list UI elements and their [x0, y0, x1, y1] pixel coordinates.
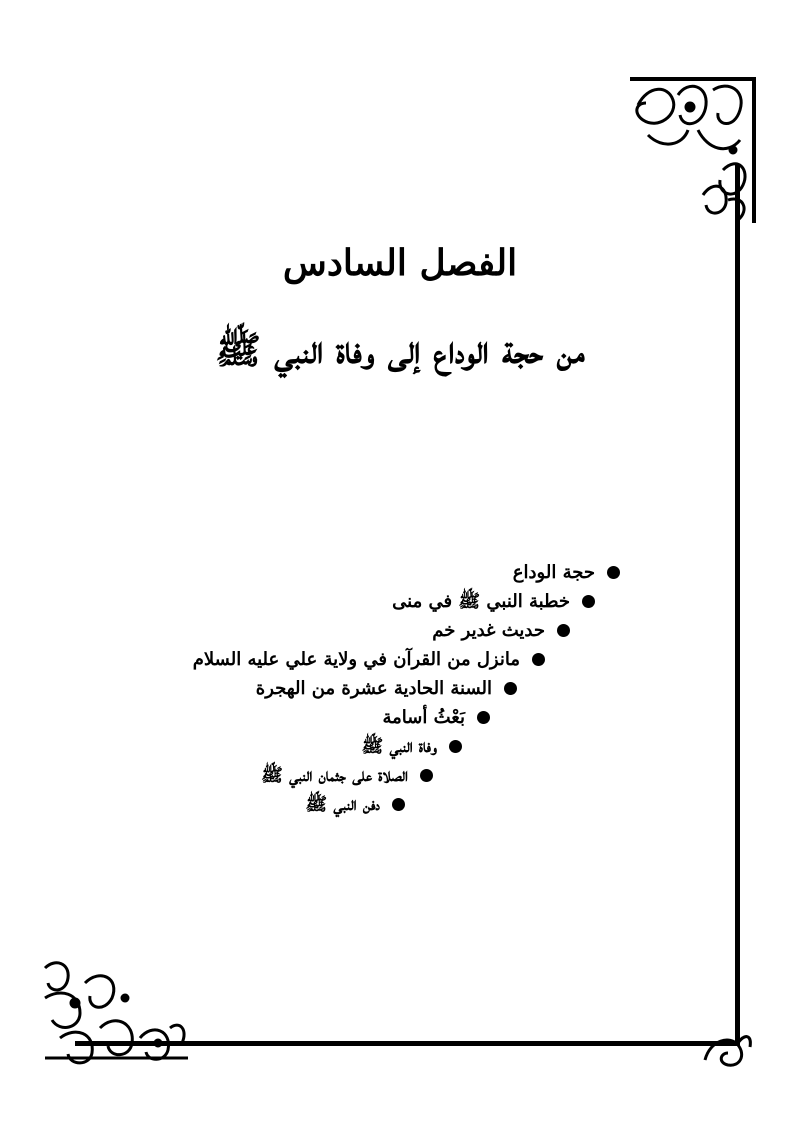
top-right-floral-ornament-icon — [628, 75, 758, 225]
list-item-text: خطبة النبي ﷺ في منى — [392, 591, 570, 612]
list-item — [150, 558, 620, 587]
list-item-text: وفاة النبي ﷺ — [361, 736, 437, 757]
list-item — [150, 645, 545, 674]
list-item — [150, 703, 490, 732]
list-item-text: مانزل من القرآن في ولاية علي عليه السلام — [192, 649, 520, 670]
list-item-text: بَعْثُ أسامة — [382, 707, 465, 728]
bullet-icon — [557, 624, 570, 637]
list-item — [150, 732, 462, 761]
list-item — [150, 616, 570, 645]
bullet-icon — [532, 653, 545, 666]
bullet-icon — [607, 566, 620, 579]
chapter-number-heading: الفصل السادس — [282, 242, 518, 284]
list-item-text: حجة الوداع — [512, 562, 595, 583]
list-item — [150, 790, 405, 819]
list-item-text: حديث غدير خم — [432, 620, 545, 641]
bullet-icon — [504, 682, 517, 695]
chapter-title: من حجة الوداع إلى وفاة النبي ﷺ — [215, 327, 585, 372]
bullet-icon — [392, 798, 405, 811]
bottom-right-leaf-ornament-icon — [700, 1025, 755, 1070]
list-item — [150, 587, 595, 616]
list-item-text: دفن النبي ﷺ — [305, 794, 380, 815]
bullet-icon — [420, 769, 433, 782]
bullet-icon — [477, 711, 490, 724]
list-item — [150, 674, 517, 703]
list-item-text: الصلاة على جثمان النبي ﷺ — [261, 765, 408, 786]
bullet-icon — [582, 595, 595, 608]
list-item-text: السنة الحادية عشرة من الهجرة — [255, 678, 492, 699]
chapter-contents-list — [150, 558, 620, 819]
list-item — [150, 761, 433, 790]
bottom-left-floral-ornament-icon — [40, 958, 190, 1070]
bullet-icon — [449, 740, 462, 753]
frame-right-border — [735, 165, 740, 1045]
